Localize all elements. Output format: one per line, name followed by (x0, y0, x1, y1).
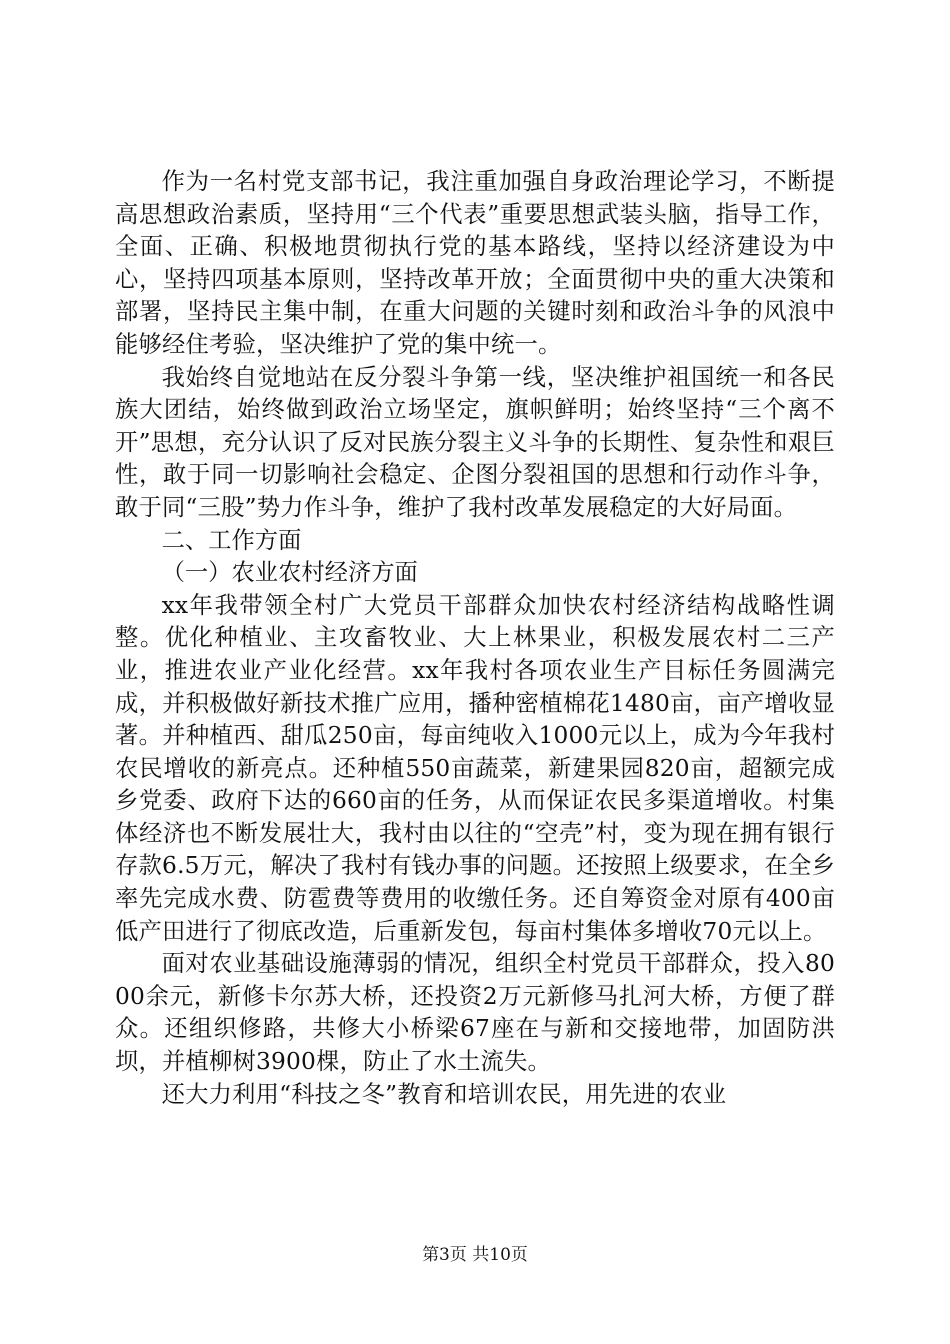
section-heading-work: 二、工作方面 (161, 526, 302, 554)
paragraph-political-study: 作为一名村党支部书记，我注重加强自身政治理论学习，不断提高思想政治素质，坚持用“三个代表”重要思想武装头脑，指导工作，全面、正确、积极地贯彻执行党的基本路线，坚持以经济建设为中心，坚持四项基本原则，坚持改革开放；全面贯彻中央的重大决策和部署，坚持民主集中制，在重大问题的关键时刻和政治斗争的风浪中能够经住考验，坚决维护了党的集中统一。 (115, 168, 835, 358)
subsection-heading-agriculture: （一）农业农村经济方面 (161, 559, 418, 587)
page-number-footer: 第3页 共10页 (422, 1245, 528, 1265)
paragraph-technology-training: 还大力利用“科技之冬”教育和培训农民，用先进的农业 (161, 1080, 727, 1108)
paragraph-agriculture-economy: xx年我带领全村广大党员干部群众加快农村经济结构战略性调整。优化种植业、主攻畜牧业、大上林果业，积极发展农村二三产业，推进农业产业化经营。xx年我村各项农业生产目标任务圆满完成，并积极做好新技术推广应用，播种密植棉花1480亩，亩产增收显著。并种植西、甜瓜250亩，每亩纯收入1000元以上，成为今年我村农民增收的新亮点。还种植550亩蔬菜，新建果园820亩，超额完成乡党委、政府下达的660亩的任务，从而保证农民多渠道增收。村集体经济也不断发展壮大，我村由以往的“空壳”村，变为现在拥有银行存款6.5万元，解决了我村有钱办事的问题。还按照上级要求，在全乡率先完成水费、防雹费等费用的收缴任务。还自筹资金对原有400亩低产田进行了彻底改造，后重新发包，每亩村集体多增收70元以上。 (115, 591, 835, 945)
paragraph-infrastructure: 面对农业基础设施薄弱的情况，组织全村党员干部群众，投入8000余元，新修卡尔苏大桥，还投资2万元新修马扎河大桥，方便了群众。还组织修路，共修大小桥梁67座在与新和交接地带，加固防洪坝，并植柳树3900棵，防止了水土流失。 (115, 950, 835, 1076)
paragraph-anti-separatism: 我始终自觉地站在反分裂斗争第一线，坚决维护祖国统一和各民族大团结，始终做到政治立场坚定，旗帜鲜明；始终坚持“三个离不开”思想，充分认识了反对民族分裂主义斗争的长期性、复杂性和艰巨性，敢于同一切影响社会稳定、企图分裂祖国的思想和行动作斗争，敢于同“三股”势力作斗争，维护了我村改革发展稳定的大好局面。 (115, 363, 835, 521)
document-body (115, 166, 835, 1111)
